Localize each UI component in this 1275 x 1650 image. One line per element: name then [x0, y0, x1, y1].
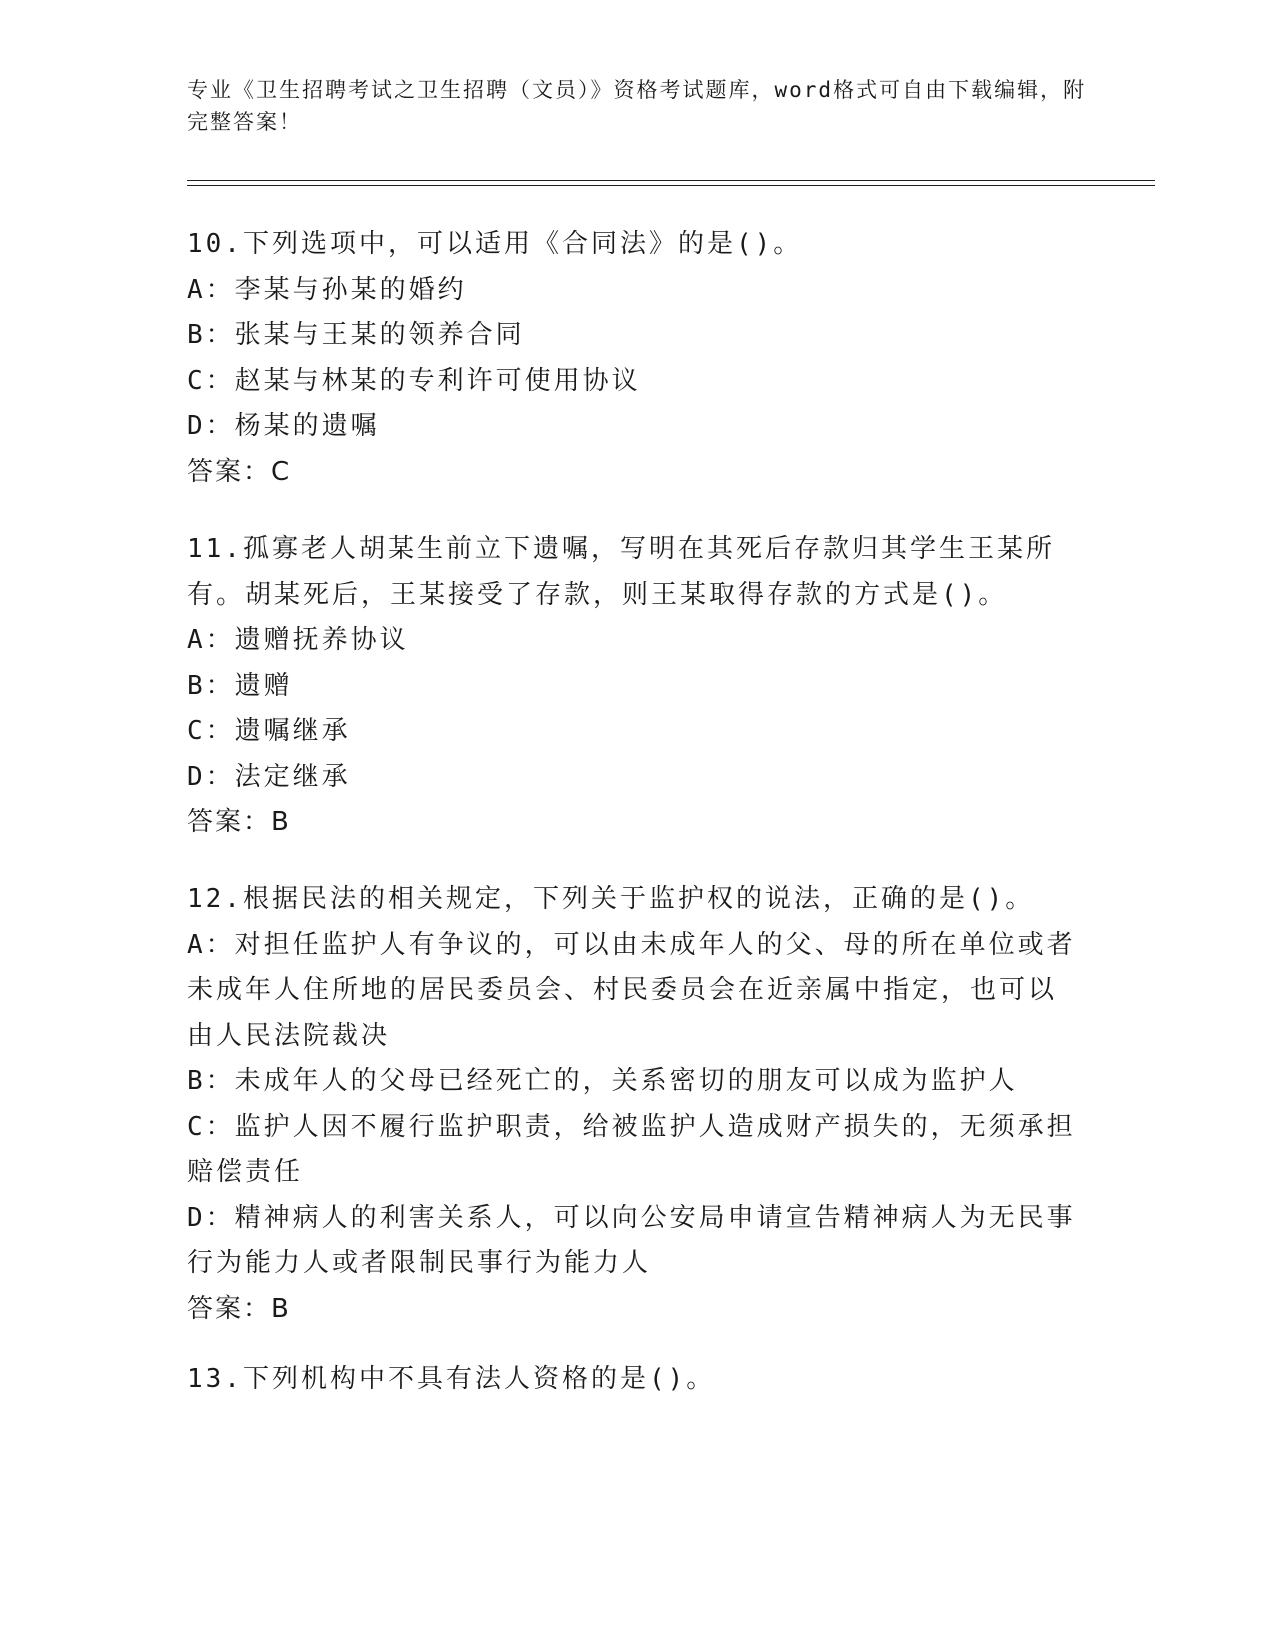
- option-d: D：精神病人的利害关系人，可以向公安局申请宣告精神病人为无民事行为能力人或者限制民事行为能力人: [187, 1202, 1076, 1278]
- question-stem: 10.下列选项中，可以适用《合同法》的是()。: [187, 229, 803, 259]
- answer: 答案：B: [187, 807, 291, 837]
- answer: 答案：C: [187, 456, 292, 487]
- option-a: A：对担任监护人有争议的，可以由未成年人的父、母的所在单位或者未成年人住所地的居民委员会、村民委员会在近亲属中指定，也可以由人民法院裁决: [187, 929, 1076, 1051]
- document-page: [187, 0, 1187, 1650]
- option-d: D：法定继承: [187, 761, 351, 792]
- option-d: D：杨某的遗嘱: [187, 411, 380, 441]
- question-12: [187, 877, 1077, 1332]
- header-divider-top: [187, 180, 1155, 181]
- question-stem: 12.根据民法的相关规定，下列关于监护权的说法，正确的是()。: [187, 884, 1035, 914]
- header-divider-bottom: [187, 185, 1155, 186]
- option-c: C：遗嘱继承: [187, 716, 351, 746]
- question-stem: 13.下列机构中不具有法人资格的是()。: [187, 1364, 716, 1394]
- question-stem: 11.孤寡老人胡某生前立下遗嘱，写明在其死后存款归其学生王某所有。胡某死后，王某接受了存款，则王某取得存款的方式是()。: [187, 534, 1055, 610]
- option-b: B：未成年人的父母已经死亡的，关系密切的朋友可以成为监护人: [187, 1066, 1018, 1096]
- question-11: [187, 527, 1077, 846]
- question-10: [187, 222, 1077, 495]
- option-b: B：张某与王某的领养合同: [187, 320, 525, 350]
- option-b: B：遗赠: [187, 670, 293, 701]
- option-a: A：遗赠抚养协议: [187, 625, 409, 655]
- header-note: 专业《卫生招聘考试之卫生招聘（文员）》资格考试题库，word格式可自由下载编辑，附完整答案！: [187, 78, 1087, 134]
- option-a: A：李某与孙某的婚约: [187, 274, 467, 305]
- option-c: C：赵某与林某的专利许可使用协议: [187, 365, 641, 396]
- option-c: C：监护人因不履行监护职责，给被监护人造成财产损失的，无须承担赔偿责任: [187, 1111, 1076, 1187]
- question-13: [187, 1357, 1077, 1403]
- answer: 答案：B: [187, 1293, 291, 1324]
